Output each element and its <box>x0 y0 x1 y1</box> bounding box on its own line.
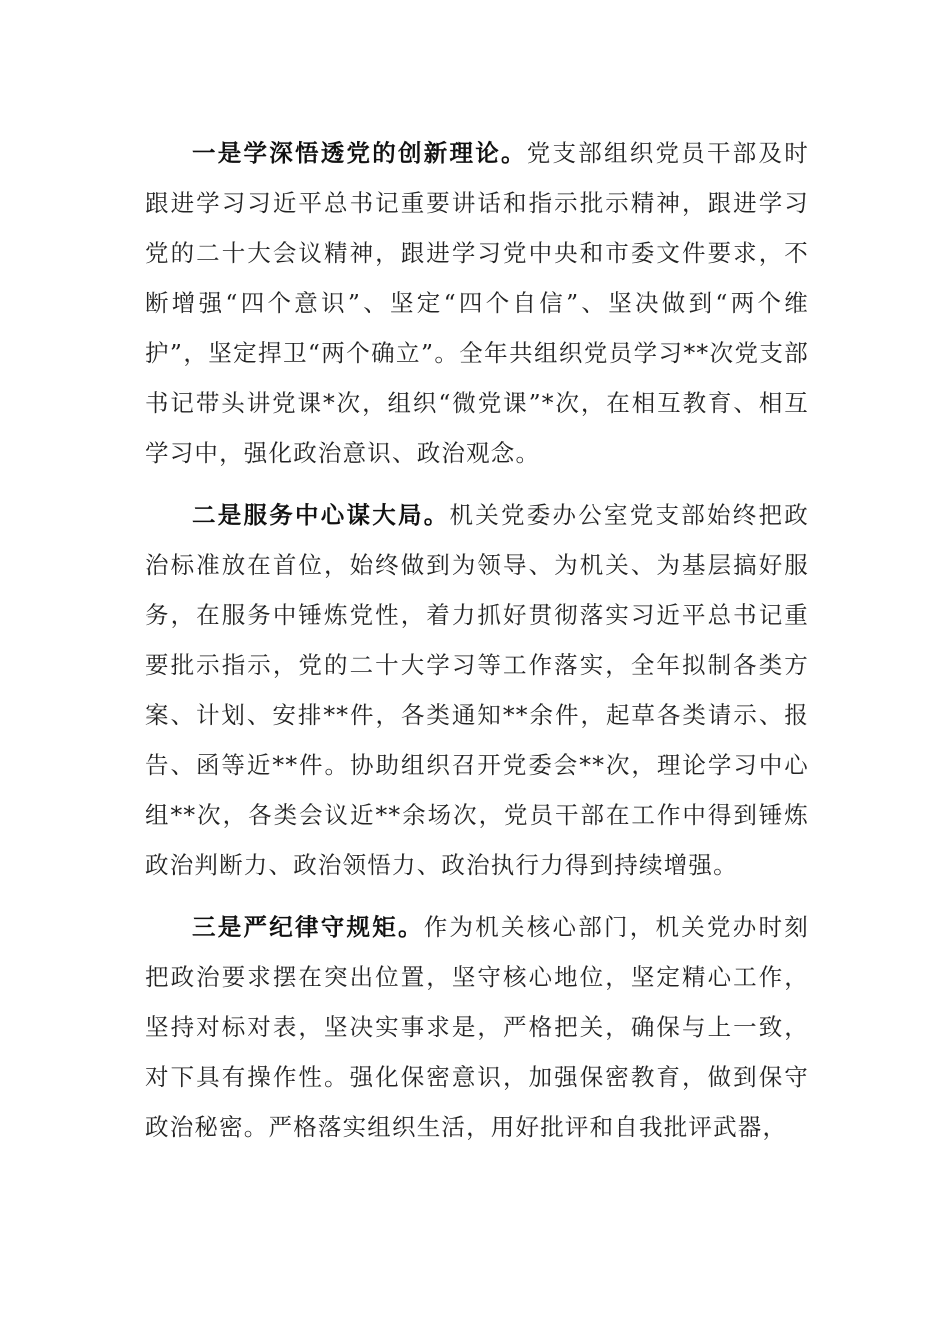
paragraph-serve-center <box>145 490 809 890</box>
paragraph-lead: 一是学深悟透党的创新理论。 <box>192 139 527 167</box>
paragraph-study-theory <box>145 128 809 478</box>
paragraph-lead: 二是服务中心谋大局。 <box>192 501 450 529</box>
paragraph-text: 作为机关核心部门，机关党办时刻把政治要求摆在突出位置，坚守核心地位，坚定精心工作，坚持对标对表，坚决实事求是，严格把关，确保与上一致，对下具有操作性。强化保密意识，加强保密教育，做到保守政治秘密。严格落实组织生活，用好批评和自我批评武器， <box>145 913 809 1141</box>
paragraph-text: 机关党委办公室党支部始终把政治标准放在首位，始终做到为领导、为机关、为基层搞好服务，在服务中锤炼党性，着力抓好贯彻落实习近平总书记重要批示指示，党的二十大学习等工作落实，全年拟制各类方案、计划、安排**件，各类通知**余件，起草各类请示、报告、函等近**件。协助组织召开党委会**次，理论学习中心组**次，各类会议近**余场次，党员干部在工作中得到锤炼政治判断力、政治领悟力、政治执行力得到持续增强。 <box>145 501 810 879</box>
paragraph-text: 党支部组织党员干部及时跟进学习习近平总书记重要讲话和指示批示精神，跟进学习党的二十大会议精神，跟进学习党中央和市委文件要求，不断增强“四个意识”、坚定“四个自信”、坚决做到“两个维护”，坚定捍卫“两个确立”。全年共组织党员学习**次党支部书记带头讲党课*次，组织“微党课”*次，在相互教育、相互学习中，强化政治意识、政治观念。 <box>145 139 809 467</box>
paragraph-discipline <box>145 902 809 1152</box>
paragraph-lead: 三是严纪律守规矩。 <box>192 913 424 941</box>
document-body <box>145 128 809 1164</box>
